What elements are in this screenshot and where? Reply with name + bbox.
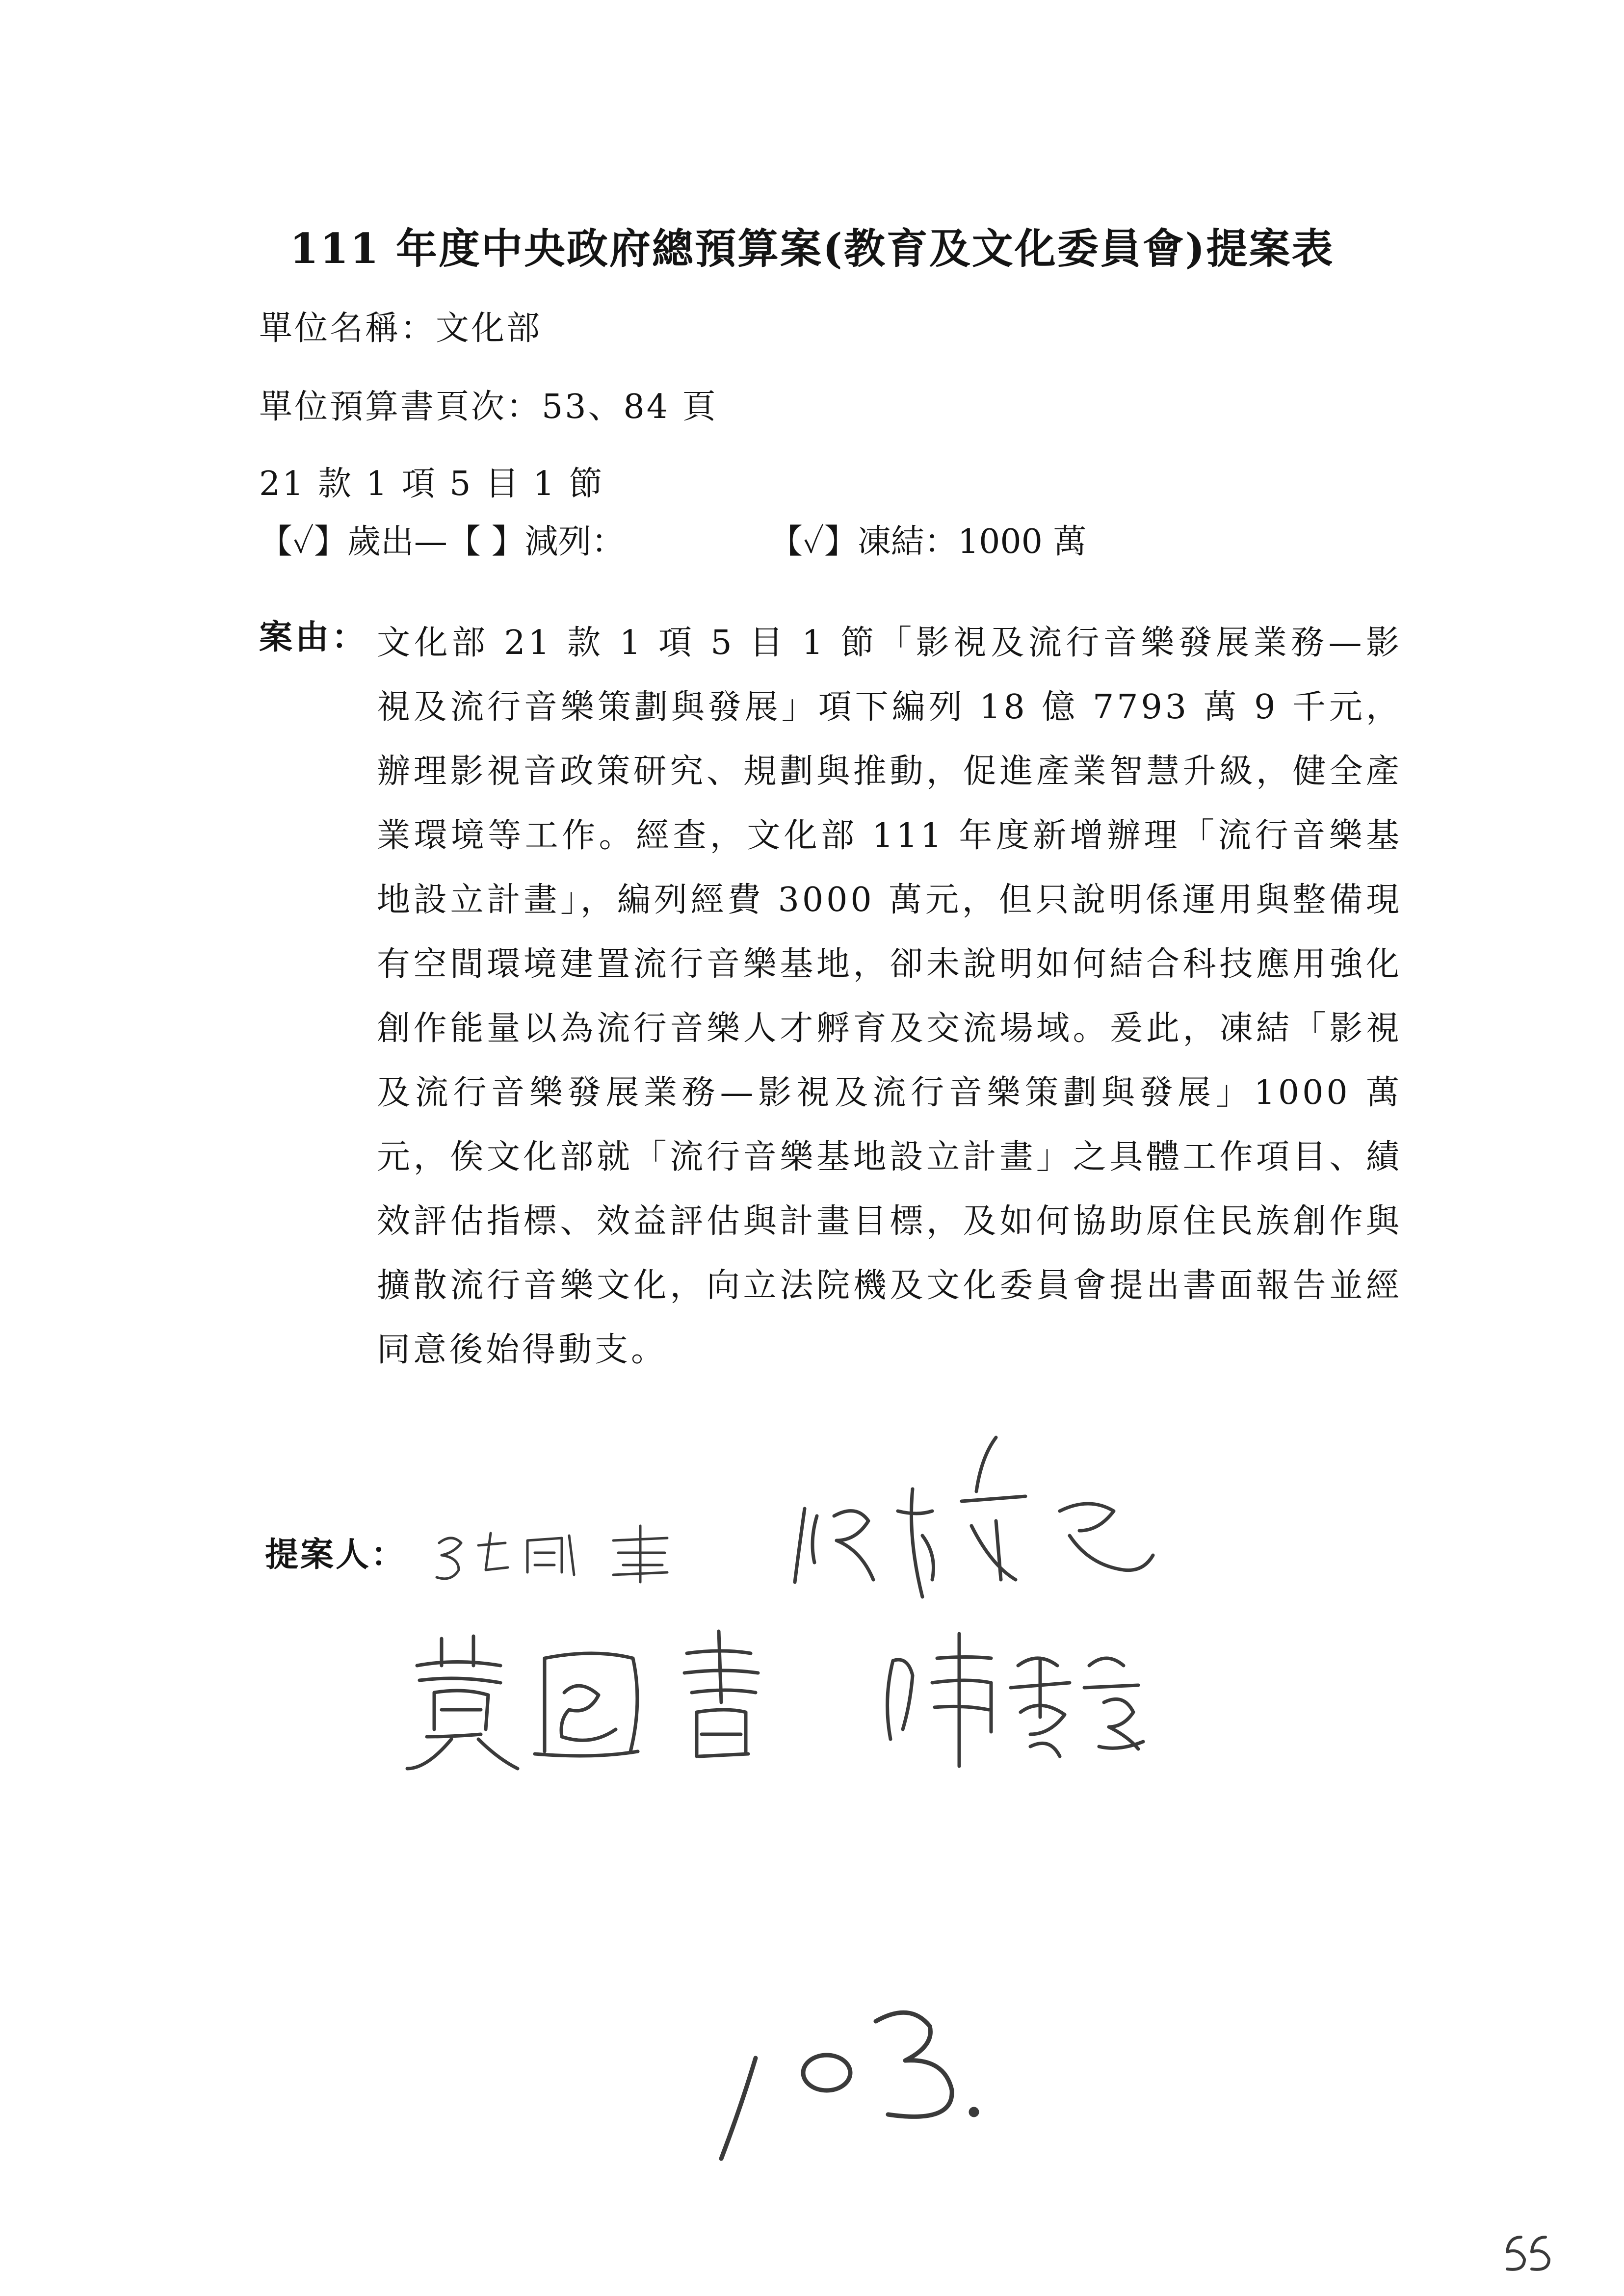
budget-section: 21 款 1 項 5 目 1 節	[259, 465, 604, 503]
signature-3	[407, 1631, 758, 1769]
page-title: 111 年度中央政府總預算案(教育及文化委員會)提案表	[289, 224, 1335, 273]
proposer-label: 提案人：	[265, 1535, 407, 1574]
handwritten-number-strokes	[721, 2012, 977, 2159]
signature-1	[437, 1526, 667, 1582]
budget-pages: 單位預算書頁次：53、84 頁	[259, 388, 718, 426]
signature-4	[888, 1634, 1143, 1766]
expense-reduction-field: 【✓】歲出—【 】減列：	[259, 522, 625, 561]
reason-text: 文化部 21 款 1 項 5 目 1 節「影視及流行音樂發展業務—影視及流行音樂策劃與發展」項下編列 18 億 7793 萬 9 千元，辦理影視音政策研究、規劃與推動，促進產業智慧升級，健全產業環境等工作。經查，文化部 111 年度新增辦理「流行音樂基地設立計畫」，編列經費 3000 萬元，但只說明係運用與整備現有空間環境建置流行音樂基地，卻未說明如何結合科技應用強化創作能量以為流行音樂人才孵育及交流場域。爰此，凍結「影視及流行音樂發展業務—影視及流行音樂策劃與發展」1000 萬元，俟文化部就「流行音樂基地設立計畫」之具體工作項目、績效評估指標、效益評估與計畫目標，及如何協助原住民族創作與擴散流行音樂文化，向立法院機及文化委員會提出書面報告並經同意後始得動支。	[377, 624, 1402, 1369]
reason-label: 案由：	[259, 618, 368, 657]
page-number-strokes	[1507, 2237, 1549, 2270]
signature-2	[795, 1437, 1153, 1597]
unit-name: 單位名稱：文化部	[259, 309, 542, 348]
freeze-field: 【✓】凍結：1000 萬	[769, 522, 1087, 561]
